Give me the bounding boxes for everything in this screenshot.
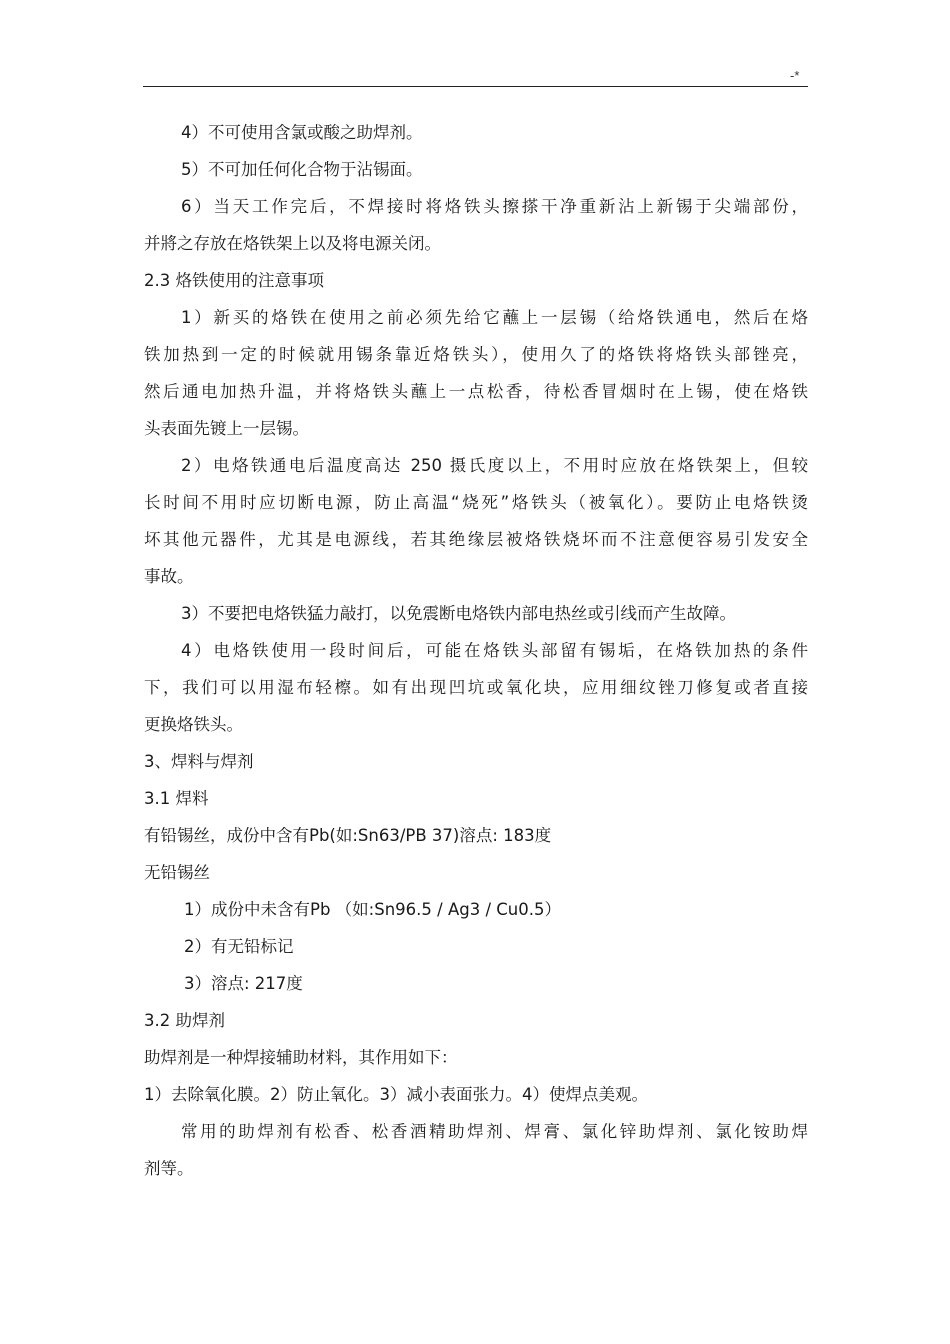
item-5-no-compound: 5）不可加任何化合物于沾锡面。 — [181, 160, 423, 179]
lead-free-solder-wire: 无铅锡丝 — [144, 863, 210, 882]
header-rule — [143, 86, 808, 87]
para-2-line-4: 事故。 — [144, 567, 194, 586]
para-1-line-4: 头表面先镀上一层锡。 — [144, 419, 309, 438]
para-2-line-2: 长时间不用时应切断电源，防止高温“烧死”烙铁头（被氧化）。要防止电烙铁烫 — [144, 493, 808, 512]
section-heading-3-1: 3.1 焊料 — [144, 789, 209, 808]
section-heading-3-2: 3.2 助焊剂 — [144, 1011, 225, 1030]
para-1-line-1: 1）新买的烙铁在使用之前必须先给它蘸上一层锡（给烙铁通电，然后在烙 — [181, 308, 808, 327]
lead-free-item-2: 2）有无铅标记 — [184, 937, 294, 956]
item-6-line-1: 6）当天工作完后，不焊接时将烙铁头擦搽干净重新沾上新锡于尖端部份， — [181, 197, 808, 216]
common-flux-line-1: 常用的助焊剂有松香、松香酒精助焊剂、焊膏、氯化锌助焊剂、氯化铵助焊 — [181, 1122, 808, 1141]
para-3: 3）不要把电烙铁猛力敲打，以免震断电烙铁内部电热丝或引线而产生故障。 — [181, 604, 736, 623]
document-body — [144, 114, 808, 1187]
para-1-line-2: 铁加热到一定的时候就用锡条靠近烙铁头），使用久了的烙铁将烙铁头部锉亮， — [144, 345, 808, 364]
lead-free-item-3: 3）溶点: 217度 — [184, 974, 303, 993]
para-4-line-2: 下，我们可以用湿布轻檫。如有出现凹坑或氧化块，应用细纹锉刀修复或者直接 — [144, 678, 808, 697]
para-1-line-3: 然后通电加热升温，并将烙铁头蘸上一点松香，待松香冒烟时在上锡，使在烙铁 — [144, 382, 808, 401]
para-4-line-3: 更换烙铁头。 — [144, 715, 243, 734]
common-flux-line-2: 剂等。 — [144, 1159, 194, 1178]
header-mark: -* — [790, 68, 800, 83]
item-6-line-2: 并將之存放在烙铁架上以及将电源关闭。 — [144, 234, 441, 253]
para-4-line-1: 4）电烙铁使用一段时间后，可能在烙铁头部留有锡垢，在烙铁加热的条件 — [181, 641, 808, 660]
para-2-line-1: 2）电烙铁通电后温度高达 250 摄氏度以上，不用时应放在烙铁架上，但较 — [181, 456, 808, 475]
leaded-solder-wire: 有铅锡丝，成份中含有Pb(如:Sn63/PB 37)溶点: 183度 — [144, 826, 552, 845]
section-heading-3: 3、焊料与焊剂 — [144, 752, 254, 771]
lead-free-item-1: 1）成份中未含有Pb （如:Sn96.5 / Ag3 / Cu0.5） — [184, 900, 561, 919]
section-heading-2-3: 2.3 烙铁使用的注意事项 — [144, 271, 324, 290]
flux-definition: 助焊剂是一种焊接辅助材料，其作用如下： — [144, 1048, 458, 1067]
flux-functions: 1）去除氧化膜。2）防止氧化。3）减小表面张力。4）使焊点美观。 — [144, 1085, 648, 1104]
item-4-no-chlorine-flux: 4）不可使用含氯或酸之助焊剂。 — [181, 123, 423, 142]
para-2-line-3: 坏其他元器件，尤其是电源线，若其绝缘层被烙铁烧坏而不注意便容易引发安全 — [144, 530, 808, 549]
